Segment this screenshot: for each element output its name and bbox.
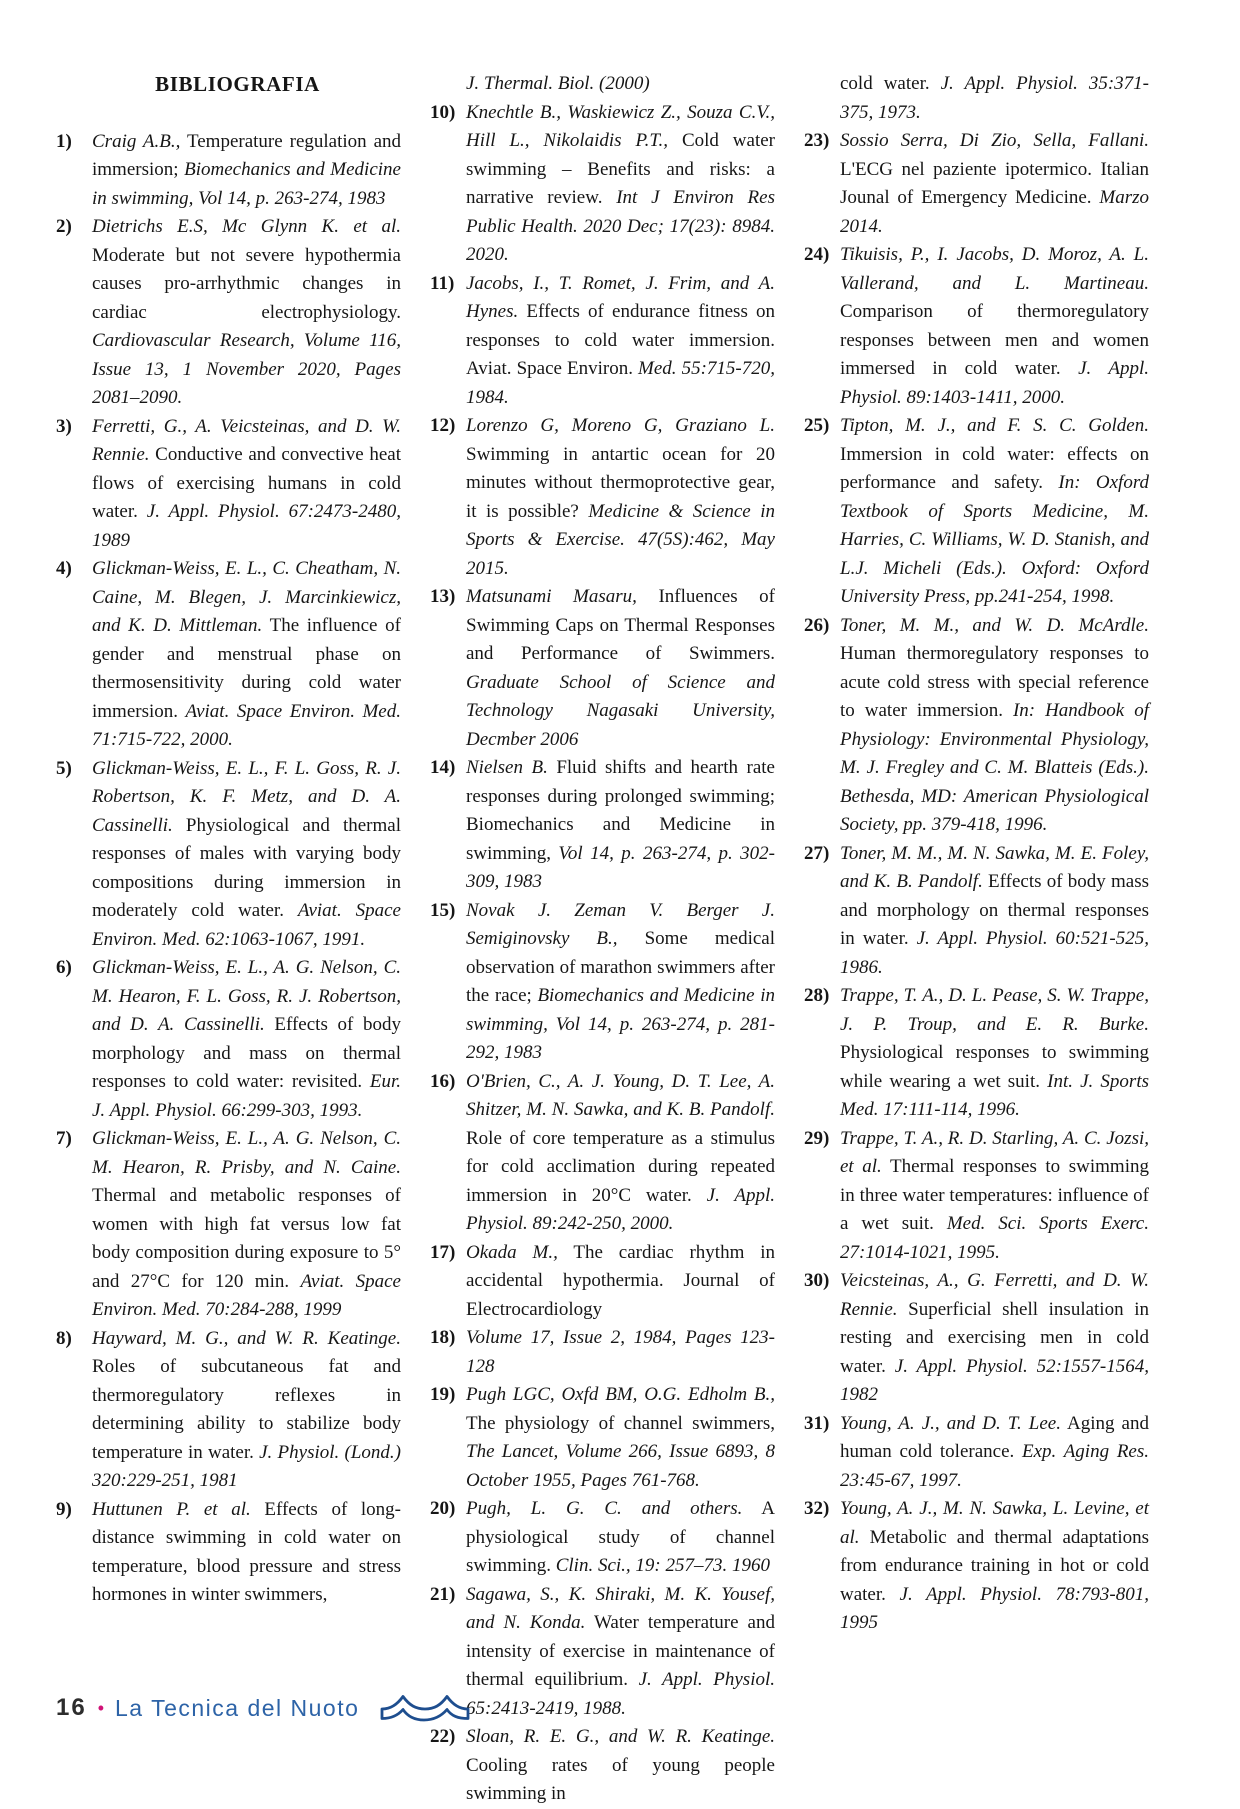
reference-item <box>804 840 1149 983</box>
reference-number: 13) <box>430 586 456 607</box>
reference-continuation <box>804 70 1149 127</box>
reference-text: Glickman-Weiss, E. L., F. L. Goss, R. J. Robertson, K. F. Metz, and D. A. Cassinelli. Physiological and thermal responses of males with varying body compositions during immersion in moderately cold water. Aviat. Space Environ. Med. 62:1063-1067, 1991. <box>92 757 401 950</box>
reference-text: Glickman-Weiss, E. L., C. Cheatham, N. Caine, M. Blegen, J. Marcinkiewicz, and K. D. Mittleman. The influence of gender and menstrual phase on thermosensitivity during cold water immersion. Aviat. Space Environ. Med. 71:715-722, 2000. <box>92 558 401 750</box>
reference-list-column-1 <box>56 128 401 1610</box>
reference-item <box>804 241 1149 412</box>
reference-item <box>804 1267 1149 1410</box>
reference-item <box>804 982 1149 1125</box>
reference-item <box>804 127 1149 241</box>
reference-number: 8) <box>56 1327 72 1349</box>
reference-item <box>804 1495 1149 1638</box>
reference-item <box>56 555 401 755</box>
column-1 <box>56 70 401 1809</box>
reference-continuation <box>430 70 775 99</box>
reference-number: 18) <box>430 1327 456 1348</box>
reference-text: Young, A. J., and D. T. Lee. Aging and human cold tolerance. Exp. Aging Res. 23:45-67, 1997. <box>840 1412 1150 1491</box>
reference-item <box>430 1581 775 1724</box>
reference-text: Novak J. Zeman V. Berger J. Semiginovsky B., Some medical observation of marathon swimmers after the race; Biomechanics and Medicine in swimming, Vol 14, p. 263-274, p. 281-292, 1983 <box>466 899 776 1063</box>
page-title: BIBLIOGRAFIA <box>155 72 320 96</box>
reference-item <box>804 612 1149 840</box>
reference-text: Trappe, T. A., R. D. Starling, A. C. Jozsi, et al. Thermal responses to swimming in three water temperatures: influence of a wet suit. Med. Sci. Sports Exerc. 27:1014-1021, 1995. <box>840 1127 1149 1263</box>
reference-item <box>430 1495 775 1581</box>
reference-number: 21) <box>430 1583 456 1605</box>
reference-text: Tipton, M. J., and F. S. C. Golden. Immersion in cold water: effects on performance and safety. In: Oxford Textbook of Sports Medicine, M. Harries, C. Williams, W. D. Stanish, and L.J. Micheli (Eds.). Oxford: Oxford University Press, pp.241-254, 1998. <box>840 415 1150 607</box>
reference-text: Pugh LGC, Oxfd BM, O.G. Edholm B., The physiology of channel swimmers, The Lancet, Volume 266, Issue 6893, 8 October 1955, Pages 761-768. <box>466 1384 775 1491</box>
reference-number: 3) <box>56 415 72 437</box>
reference-text: Trappe, T. A., D. L. Pease, S. W. Trappe, J. P. Troup, and E. R. Burke. Physiological responses to swimming while wearing a wet suit. Int. J. Sports Med. 17:111-114, 1996. <box>840 985 1149 1120</box>
reference-number: 29) <box>804 1127 830 1149</box>
reference-item <box>56 128 401 214</box>
reference-item <box>56 1496 401 1610</box>
reference-list-column-3 <box>804 70 1149 1638</box>
reference-text: Young, A. J., M. N. Sawka, L. Levine, et al. Metabolic and thermal adaptations from endurance training in hot or cold water. J. Appl. Physiol. 78:793-801, 1995 <box>840 1498 1149 1633</box>
reference-text: Matsunami Masaru, Influences of Swimming Caps on Thermal Responses and Performance of Swimmers. Graduate School of Science and Technology Nagasaki University, Decmber 2006 <box>466 586 775 750</box>
reference-text: Okada M., The cardiac rhythm in accidental hypothermia. Journal of Electrocardiology <box>466 1241 776 1320</box>
reference-number: 19) <box>430 1384 456 1405</box>
reference-number: 6) <box>56 957 72 978</box>
reference-item <box>430 1239 775 1325</box>
reference-item <box>430 412 775 583</box>
reference-item <box>430 754 775 897</box>
reference-number: 26) <box>804 614 830 636</box>
reference-text: Lorenzo G, Moreno G, Graziano L. Swimming in antartic ocean for 20 minutes without thermoprotective gear, it is possible? Medicine & Science in Sports & Exercise. 47(5S):462, May 2015. <box>466 415 775 579</box>
reference-item <box>56 1125 401 1325</box>
reference-text: Sossio Serra, Di Zio, Sella, Fallani. L'ECG nel paziente ipotermico. Italian Jounal of Emergency Medicine. Marzo 2014. <box>840 130 1149 237</box>
reference-number: 16) <box>430 1070 456 1092</box>
reference-text: Craig A.B., Temperature regulation and immersion; Biomechanics and Medicine in swimming, Vol 14, p. 263-274, 1983 <box>92 130 401 209</box>
reference-item <box>430 270 775 413</box>
reference-text: Ferretti, G., A. Veicsteinas, and D. W. Rennie. Conductive and convective heat flows of exercising humans in cold water. J. Appl. Physiol. 67:2473-2480, 1989 <box>92 415 401 551</box>
reference-text: Volume 17, Issue 2, 1984, Pages 123-128 <box>466 1327 775 1377</box>
reference-number: 24) <box>804 244 830 265</box>
wave-logo-icon <box>377 1692 473 1724</box>
reference-number: 1) <box>56 130 72 152</box>
reference-text: O'Brien, C., A. J. Young, D. T. Lee, A. Shitzer, M. N. Sawka, and K. B. Pandolf. Role of core temperature as a stimulus for cold acclimation during repeated immersion in 20°C water. J. Appl. Physiol. 89:242-250, 2000. <box>466 1070 775 1234</box>
reference-number: 12) <box>430 415 456 436</box>
column-3 <box>804 70 1149 1809</box>
column-2 <box>430 70 775 1809</box>
reference-item <box>804 1125 1149 1268</box>
reference-number: 9) <box>56 1498 72 1520</box>
reference-item <box>430 99 775 270</box>
page-footer <box>56 1692 473 1724</box>
reference-text: Glickman-Weiss, E. L., A. G. Nelson, C. M. Hearon, R. Prisby, and N. Caine. Thermal and metabolic responses of women with high fat versus low fat body composition during exposure to 5° and 27°C for 120 min. Aviat. Space Environ. Med. 70:284-288, 1999 <box>92 1128 401 1320</box>
page-number: 16 <box>56 1694 87 1721</box>
reference-text: J. Thermal. Biol. (2000) <box>466 73 650 94</box>
reference-text: Sagawa, S., K. Shiraki, M. K. Yousef, and N. Konda. Water temperature and intensity of exercise in maintenance of thermal equilibrium. J. Appl. Physiol. 65:2413-2419, 1988. <box>466 1583 775 1719</box>
reference-text: Toner, M. M., M. N. Sawka, M. E. Foley, and K. B. Pandolf. Effects of body mass and morphology on thermal responses in water. J. Appl. Physiol. 60:521-525, 1986. <box>840 842 1149 978</box>
reference-list-column-2 <box>430 70 775 1809</box>
reference-item <box>804 1410 1149 1496</box>
reference-item <box>56 954 401 1125</box>
columns-container <box>56 70 1150 1809</box>
magazine-name: La Tecnica del Nuoto <box>115 1694 360 1721</box>
reference-item <box>804 412 1149 612</box>
reference-number: 30) <box>804 1270 830 1291</box>
reference-text: Nielsen B. Fluid shifts and hearth rate responses during prolonged swimming; Biomechanics and Medicine in swimming, Vol 14, p. 263-274, p. 302-309, 1983 <box>466 757 776 892</box>
reference-item <box>430 1324 775 1381</box>
reference-item <box>430 583 775 754</box>
reference-number: 5) <box>56 757 72 779</box>
reference-item <box>430 1723 775 1809</box>
reference-text: Sloan, R. E. G., and W. R. Keatinge. Cooling rates of young people swimming in <box>466 1726 775 1804</box>
reference-text: Knechtle B., Waskiewicz Z., Souza C.V., Hill L., Nikolaidis P.T., Cold water swimming – Benefits and risks: a narrative review. Int J Environ Res Public Health. 2020 Dec; 17(23): 8984. 2020. <box>466 101 775 265</box>
reference-text: Dietrichs E.S, Mc Glynn K. et al. Moderate but not severe hypothermia causes pro-arrhythmic changes in cardiac electrophysiology. Cardiovascular Research, Volume 116, Issue 13, 1 November 2020, Pages 2081–2090. <box>92 216 401 408</box>
reference-number: 27) <box>804 842 830 864</box>
reference-number: 10) <box>430 101 456 123</box>
reference-number: 31) <box>804 1412 830 1434</box>
reference-number: 32) <box>804 1498 830 1519</box>
reference-item <box>56 1325 401 1496</box>
reference-text: Glickman-Weiss, E. L., A. G. Nelson, C. M. Hearon, F. L. Goss, R. J. Robertson, and D. A. Cassinelli. Effects of body morphology and mass on thermal responses to cold water: revisited. Eur. J. Appl. Physiol. 66:299-303, 1993. <box>92 957 401 1121</box>
reference-text: Hayward, M. G., and W. R. Keatinge. Roles of subcutaneous fat and thermoregulatory reflexes in determining ability to stabilize body temperature in water. J. Physiol. (Lond.) 320:229-251, 1981 <box>92 1327 401 1491</box>
reference-number: 2) <box>56 216 72 237</box>
reference-number: 22) <box>430 1726 456 1747</box>
reference-number: 28) <box>804 985 830 1006</box>
reference-number: 7) <box>56 1128 72 1149</box>
reference-text: Pugh, L. G. C. and others. A physiological study of channel swimming. Clin. Sci., 19: 257–73. 1960 <box>466 1498 775 1576</box>
reference-item <box>430 1068 775 1239</box>
reference-text: Huttunen P. et al. Effects of long-distance swimming in cold water on temperature, blood pressure and stress hormones in winter swimmers, <box>92 1498 401 1605</box>
reference-item <box>56 413 401 556</box>
reference-item <box>56 213 401 413</box>
reference-text: Jacobs, I., T. Romet, J. Frim, and A. Hynes. Effects of endurance fitness on responses to cold water immersion. Aviat. Space Environ. Med. 55:715-720, 1984. <box>466 272 775 408</box>
reference-item <box>430 897 775 1068</box>
reference-number: 20) <box>430 1498 456 1519</box>
reference-number: 4) <box>56 558 72 579</box>
reference-number: 11) <box>430 272 455 294</box>
reference-text: Tikuisis, P., I. Jacobs, D. Moroz, A. L. Vallerand, and L. Martineau. Comparison of thermoregulatory responses between men and women immersed in cold water. J. Appl. Physiol. 89:1403-1411, 2000. <box>840 244 1149 408</box>
reference-number: 23) <box>804 130 830 151</box>
footer-separator-dot: • <box>97 1697 105 1718</box>
reference-number: 14) <box>430 757 456 778</box>
reference-text: Toner, M. M., and W. D. McArdle. Human thermoregulatory responses to acute cold stress with special reference to water immersion. In: Handbook of Physiology: Environmental Physiology, M. J. Fregley and C. M. Blatteis (Eds.). Bethesda, MD: American Physiological Society, pp. 379-418, 1996. <box>840 614 1149 835</box>
reference-text: Veicsteinas, A., G. Ferretti, and D. W. Rennie. Superficial shell insulation in resting and exercising men in cold water. J. Appl. Physiol. 52:1557-1564, 1982 <box>840 1270 1149 1405</box>
reference-number: 15) <box>430 899 456 921</box>
reference-text: cold water. J. Appl. Physiol. 35:371-375, 1973. <box>840 73 1150 123</box>
reference-item <box>430 1381 775 1495</box>
reference-number: 25) <box>804 415 830 436</box>
reference-item <box>56 755 401 955</box>
reference-number: 17) <box>430 1241 456 1263</box>
